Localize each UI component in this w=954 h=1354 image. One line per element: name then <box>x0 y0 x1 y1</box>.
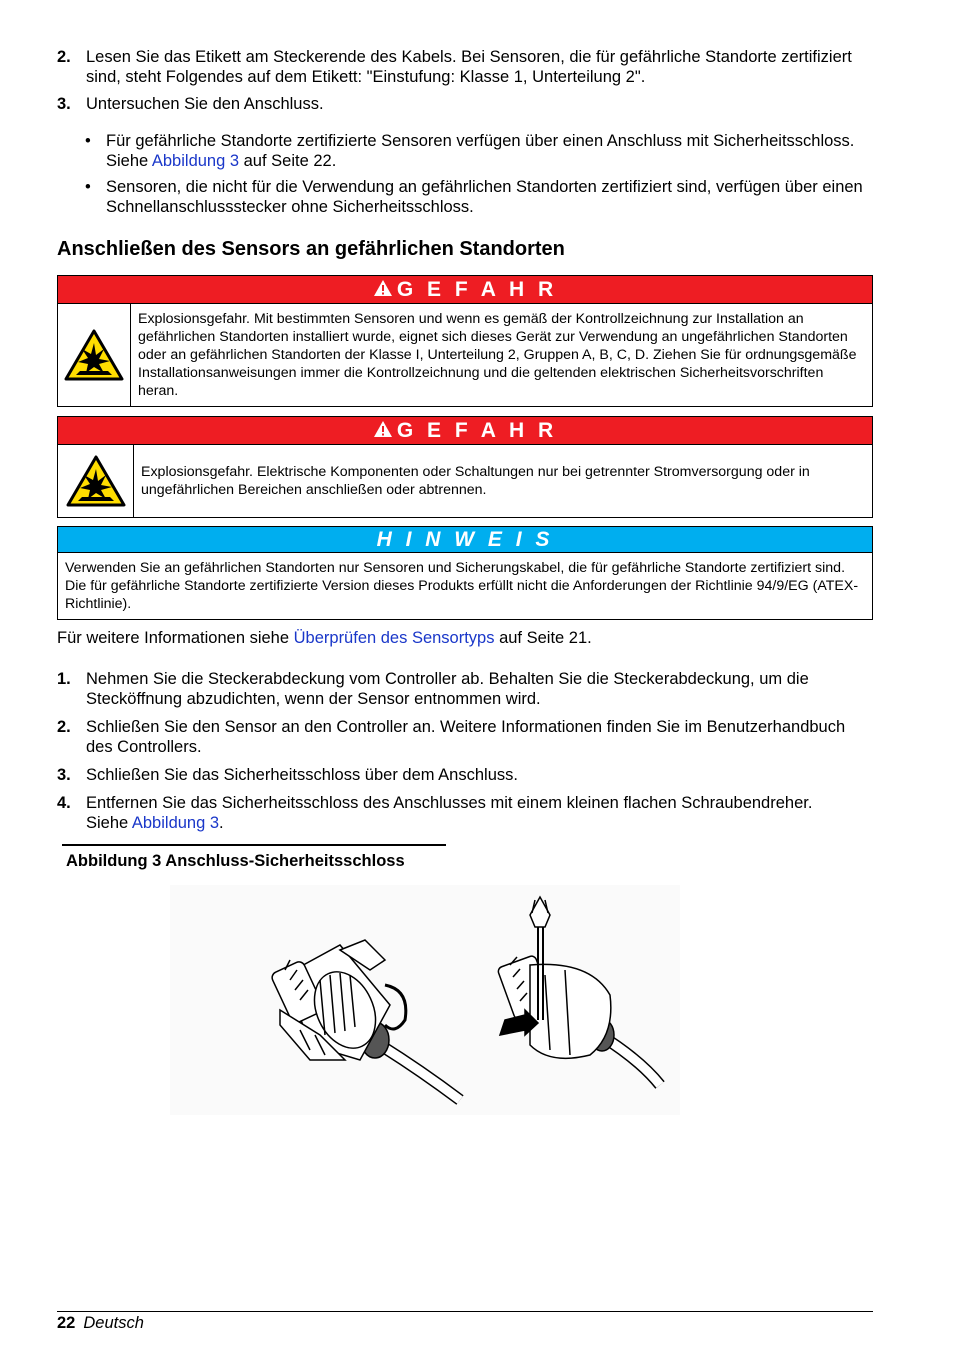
list-text-suffix: . <box>219 814 224 832</box>
connector-lock-illustration <box>170 885 680 1115</box>
sensor-type-link[interactable]: Überprüfen des Sensortyps <box>293 629 495 647</box>
list-text: Nehmen Sie die Steckerabdeckung vom Controller ab. Behalten Sie die Steckerabdeckung, um die Stecköffnung abzudichten, wenn der Sensor entnommen wird. <box>86 670 809 708</box>
list-item <box>57 765 857 785</box>
info-text: Für weitere Informationen siehe <box>57 629 294 647</box>
list-item <box>57 94 857 114</box>
info-text-suffix: auf Seite 21. <box>494 629 592 647</box>
bullet-marker: • <box>85 132 91 150</box>
list-text: Entfernen Sie das Sicherheitsschloss des Anschlusses mit einem kleinen flachen Schraubendreher. Siehe <box>86 794 813 832</box>
list-number: 2. <box>57 48 71 66</box>
list-text: Schließen Sie den Sensor an den Controller an. Weitere Informationen finden Sie im Benutzerhandbuch des Controllers. <box>86 718 846 756</box>
bullet-text-suffix: auf Seite 22. <box>239 152 337 170</box>
figure-link[interactable]: Abbildung 3 <box>131 814 220 832</box>
notice-header <box>58 527 872 553</box>
steps-list <box>57 669 857 833</box>
explosion-hazard-icon <box>64 329 124 381</box>
page-footer <box>57 1311 873 1333</box>
list-item <box>57 47 857 87</box>
list-item <box>85 177 875 217</box>
list-number: 4. <box>57 794 71 812</box>
top-numbered-list <box>57 47 857 114</box>
list-item <box>57 793 857 833</box>
danger-text: Explosionsgefahr. Elektrische Komponenten oder Schaltungen nur bei getrennter Stromversorgung oder in ungefährlichen Bereichen anschließen oder abtrennen. <box>141 464 810 498</box>
bullet-text: Sensoren, die nicht für die Verwendung an gefährlichen Standorten zertifiziert sind, verfügen über einen Schnellanschlussstecker ohne Sicherheitsschloss. <box>106 178 863 216</box>
danger-header <box>58 276 872 304</box>
explosion-hazard-icon <box>66 455 126 507</box>
danger-box <box>57 416 873 518</box>
danger-label: G E F A H R <box>396 419 558 442</box>
list-number: 3. <box>57 766 71 784</box>
explosion-icon-cell <box>58 445 134 517</box>
list-number: 3. <box>57 95 71 113</box>
bullet-text: Für gefährliche Standorte zertifizierte Sensoren verfügen über einen Anschluss mit Sicherheitsschloss. Siehe <box>106 132 855 170</box>
notice-text: Verwenden Sie an gefährlichen Standorten nur Sensoren und Sicherungskabel, die für gefährliche Standorte zertifiziert sind. Die für gefährliche Standorte zertifizierte Version dieses Produkts erfüllt nicht die Anforderungen der Richtlinie 94/9/EG (ATEX-Richtlinie). <box>65 560 859 612</box>
figure-caption: Abbildung 3 Anschluss-Sicherheitsschloss <box>62 844 446 871</box>
footer-language: Deutsch <box>83 1314 144 1332</box>
list-number: 1. <box>57 670 71 688</box>
notice-box <box>57 526 873 620</box>
list-item <box>85 131 875 171</box>
warning-triangle-icon <box>373 420 393 438</box>
notice-label: H I N W E I S <box>376 528 554 551</box>
warning-triangle-icon <box>373 279 393 297</box>
list-item <box>57 669 857 709</box>
info-paragraph <box>57 628 877 648</box>
danger-text: Explosionsgefahr. Mit bestimmten Sensoren und wenn es gemäß der Kontrollzeichnung zur Installation an gefährlichen Standorten installiert wurde, eignet sich dieses Gerät zur Verwendung an ungefährlichen Standorten oder an gefährlichen Standorten der Klasse I, Unterteilung 2, Gruppen A, B, C, D. Ziehen Sie für ordnungsgemäße Installationsanweisungen immer die Kontrollzeichnung und die geltenden elektrischen Sicherheitsvorschriften heran. <box>138 311 857 399</box>
bullet-list <box>85 131 875 217</box>
explosion-icon-cell <box>58 304 131 406</box>
danger-header <box>58 417 872 445</box>
list-item <box>57 717 857 757</box>
bullet-marker: • <box>85 178 91 196</box>
page-number: 22 <box>57 1314 76 1332</box>
list-number: 2. <box>57 718 71 736</box>
list-text: Lesen Sie das Etikett am Steckerende des Kabels. Bei Sensoren, die für gefährliche Standorte zertifiziert sind, steht Folgendes auf dem Etikett: "Einstufung: Klasse 1, Unterteilung 2". <box>86 48 852 86</box>
danger-box <box>57 275 873 407</box>
list-text: Untersuchen Sie den Anschluss. <box>86 95 324 113</box>
list-text: Schließen Sie das Sicherheitsschloss über dem Anschluss. <box>86 766 518 784</box>
figure-link[interactable]: Abbildung 3 <box>151 152 240 170</box>
section-title: Anschließen des Sensors an gefährlichen Standorten <box>57 238 565 260</box>
danger-label: G E F A H R <box>396 278 558 301</box>
